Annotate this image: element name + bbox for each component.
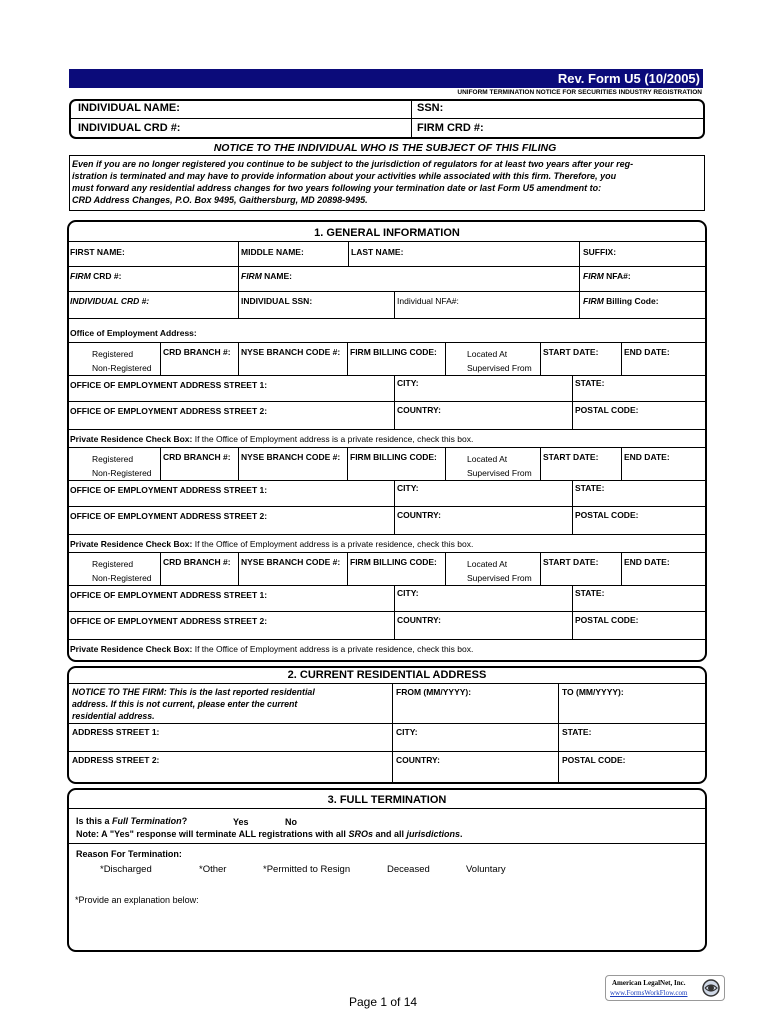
nyse-branch-code-field[interactable]: NYSE BRANCH CODE #: bbox=[241, 557, 341, 567]
end-date-field[interactable]: END DATE: bbox=[624, 557, 670, 567]
section2-notice-3: residential address. bbox=[72, 711, 155, 721]
end-date-field[interactable]: END DATE: bbox=[624, 347, 670, 357]
first-name-field[interactable]: FIRST NAME: bbox=[70, 247, 125, 257]
office-state-field[interactable]: STATE: bbox=[575, 588, 605, 598]
firm-billing-code-field[interactable]: FIRM BILLING CODE: bbox=[350, 557, 437, 567]
non-registered-option[interactable]: Non-Registered bbox=[92, 363, 152, 373]
section2-notice-1: NOTICE TO THE FIRM: This is the last reported residential bbox=[72, 687, 315, 697]
to-date-field[interactable]: TO (MM/YYYY): bbox=[562, 687, 624, 697]
private-residence-checkbox[interactable]: Private Residence Check Box: If the Office of Employment address is a private residence, check this box. bbox=[70, 539, 474, 549]
start-date-field[interactable]: START DATE: bbox=[543, 557, 599, 567]
office-city-field[interactable]: CITY: bbox=[397, 483, 419, 493]
office-postal-field[interactable]: POSTAL CODE: bbox=[575, 405, 639, 415]
logo-website[interactable]: www.FormsWorkFlow.com bbox=[610, 989, 688, 997]
office-street1-field[interactable]: OFFICE OF EMPLOYMENT ADDRESS STREET 1: bbox=[70, 380, 268, 390]
office-street2-field[interactable]: OFFICE OF EMPLOYMENT ADDRESS STREET 2: bbox=[70, 616, 268, 626]
supervised-from-option[interactable]: Supervised From bbox=[467, 363, 532, 373]
office-city-field[interactable]: CITY: bbox=[397, 588, 419, 598]
firm-billing-code-field[interactable]: FIRM BILLING CODE: bbox=[350, 452, 437, 462]
crd-branch-field[interactable]: CRD BRANCH #: bbox=[163, 452, 231, 462]
firm-name-input[interactable]: FIRM NAME: bbox=[241, 271, 293, 281]
globe-icon bbox=[701, 978, 721, 998]
firm-billing-code-field[interactable]: FIRM BILLING CODE: bbox=[350, 347, 437, 357]
office-street2-field[interactable]: OFFICE OF EMPLOYMENT ADDRESS STREET 2: bbox=[70, 406, 268, 416]
notice-line-4: CRD Address Changes, P.O. Box 9495, Gaithersburg, MD 20898-9495. bbox=[72, 195, 368, 205]
res-street2-field[interactable]: ADDRESS STREET 2: bbox=[72, 755, 160, 765]
res-country-field[interactable]: COUNTRY: bbox=[396, 755, 440, 765]
reason-label: Reason For Termination: bbox=[76, 849, 182, 859]
end-date-field[interactable]: END DATE: bbox=[624, 452, 670, 462]
section2-notice-2: address. If this is not current, please enter the current bbox=[72, 699, 298, 709]
reason-discharged[interactable]: *Discharged bbox=[100, 864, 152, 875]
reason-deceased[interactable]: Deceased bbox=[387, 864, 430, 875]
reason-permitted-to-resign[interactable]: *Permitted to Resign bbox=[263, 864, 351, 875]
office-city-field[interactable]: CITY: bbox=[397, 378, 419, 388]
supervised-from-option[interactable]: Supervised From bbox=[467, 573, 532, 583]
res-state-field[interactable]: STATE: bbox=[562, 727, 592, 737]
individual-nfa-input[interactable]: Individual NFA#: bbox=[397, 296, 459, 306]
form-title: Rev. Form U5 (10/2005) bbox=[557, 71, 700, 86]
full-termination-no[interactable]: No bbox=[285, 817, 297, 827]
office-state-field[interactable]: STATE: bbox=[575, 483, 605, 493]
middle-name-field[interactable]: MIDDLE NAME: bbox=[241, 247, 304, 257]
notice-title: NOTICE TO THE INDIVIDUAL WHO IS THE SUBJECT OF THIS FILING bbox=[213, 142, 557, 154]
firm-crd-input[interactable]: FIRM CRD #: bbox=[70, 271, 122, 281]
office-state-field[interactable]: STATE: bbox=[575, 378, 605, 388]
office-postal-field[interactable]: POSTAL CODE: bbox=[575, 615, 639, 625]
section2-title: 2. CURRENT RESIDENTIAL ADDRESS bbox=[287, 669, 487, 681]
registered-option[interactable]: Registered bbox=[92, 349, 134, 359]
crd-branch-field[interactable]: CRD BRANCH #: bbox=[163, 347, 231, 357]
office-employment-label: Office of Employment Address: bbox=[70, 328, 197, 338]
individual-crd-field[interactable]: INDIVIDUAL CRD #: bbox=[78, 122, 181, 134]
located-at-option[interactable]: Located At bbox=[467, 454, 508, 464]
office-country-field[interactable]: COUNTRY: bbox=[397, 615, 441, 625]
section1-title: 1. GENERAL INFORMATION bbox=[314, 227, 460, 239]
nyse-branch-code-field[interactable]: NYSE BRANCH CODE #: bbox=[241, 452, 341, 462]
legalnet-logo bbox=[605, 975, 725, 1001]
individual-name-field[interactable]: INDIVIDUAL NAME: bbox=[78, 102, 180, 114]
private-residence-checkbox[interactable]: Private Residence Check Box: If the Office of Employment address is a private residence, check this box. bbox=[70, 434, 474, 444]
full-termination-yes[interactable]: Yes bbox=[233, 817, 249, 827]
office-street2-field[interactable]: OFFICE OF EMPLOYMENT ADDRESS STREET 2: bbox=[70, 511, 268, 521]
non-registered-option[interactable]: Non-Registered bbox=[92, 468, 152, 478]
form-title-bar bbox=[69, 69, 703, 88]
located-at-option[interactable]: Located At bbox=[467, 559, 508, 569]
full-termination-question: Is this a Full Termination? bbox=[76, 816, 188, 826]
res-city-field[interactable]: CITY: bbox=[396, 727, 418, 737]
res-postal-field[interactable]: POSTAL CODE: bbox=[562, 755, 626, 765]
page-number: Page 1 of 14 bbox=[349, 995, 418, 1009]
notice-line-1: Even if you are no longer registered you continue to be subject to the jurisdiction of regulators for at least two years after your reg- bbox=[72, 159, 634, 169]
individual-crd-input[interactable]: INDIVIDUAL CRD #: bbox=[70, 296, 150, 306]
reason-voluntary[interactable]: Voluntary bbox=[466, 864, 506, 875]
private-residence-checkbox[interactable]: Private Residence Check Box: If the Office of Employment address is a private residence, check this box. bbox=[70, 644, 474, 654]
start-date-field[interactable]: START DATE: bbox=[543, 452, 599, 462]
office-postal-field[interactable]: POSTAL CODE: bbox=[575, 510, 639, 520]
last-name-field[interactable]: LAST NAME: bbox=[351, 247, 404, 257]
crd-branch-field[interactable]: CRD BRANCH #: bbox=[163, 557, 231, 567]
firm-billing-code-input[interactable]: FIRM Billing Code: bbox=[583, 296, 659, 306]
reason-other[interactable]: *Other bbox=[199, 864, 227, 875]
office-street1-field[interactable]: OFFICE OF EMPLOYMENT ADDRESS STREET 1: bbox=[70, 485, 268, 495]
logo-company: American LegalNet, Inc. bbox=[612, 979, 686, 987]
office-country-field[interactable]: COUNTRY: bbox=[397, 405, 441, 415]
suffix-field[interactable]: SUFFIX: bbox=[583, 247, 617, 257]
nyse-branch-code-field[interactable]: NYSE BRANCH CODE #: bbox=[241, 347, 341, 357]
res-street1-field[interactable]: ADDRESS STREET 1: bbox=[72, 727, 160, 737]
office-country-field[interactable]: COUNTRY: bbox=[397, 510, 441, 520]
from-date-field[interactable]: FROM (MM/YYYY): bbox=[396, 687, 472, 697]
start-date-field[interactable]: START DATE: bbox=[543, 347, 599, 357]
non-registered-option[interactable]: Non-Registered bbox=[92, 573, 152, 583]
section3-title: 3. FULL TERMINATION bbox=[327, 794, 447, 806]
notice-line-3: must forward any residential address changes for two years following your termination date or last Form U5 amendment to: bbox=[72, 183, 602, 193]
supervised-from-option[interactable]: Supervised From bbox=[467, 468, 532, 478]
located-at-option[interactable]: Located At bbox=[467, 349, 508, 359]
full-termination-note: Note: A "Yes" response will terminate ALL registrations with all SROs and all jurisdictions. bbox=[76, 829, 463, 839]
firm-crd-field[interactable]: FIRM CRD #: bbox=[417, 122, 484, 134]
registered-option[interactable]: Registered bbox=[92, 454, 134, 464]
ssn-field[interactable]: SSN: bbox=[417, 102, 444, 114]
form-subtitle: UNIFORM TERMINATION NOTICE FOR SECURITIES INDUSTRY REGISTRATION bbox=[457, 89, 702, 96]
explanation-field[interactable]: *Provide an explanation below: bbox=[75, 895, 199, 905]
registered-option[interactable]: Registered bbox=[92, 559, 134, 569]
notice-line-2: istration is terminated and may have to provide information about your activities while associated with this firm. Therefore, you bbox=[72, 171, 617, 181]
office-street1-field[interactable]: OFFICE OF EMPLOYMENT ADDRESS STREET 1: bbox=[70, 590, 268, 600]
firm-nfa-input[interactable]: FIRM NFA#: bbox=[583, 271, 631, 281]
individual-ssn-input[interactable]: INDIVIDUAL SSN: bbox=[241, 296, 313, 306]
